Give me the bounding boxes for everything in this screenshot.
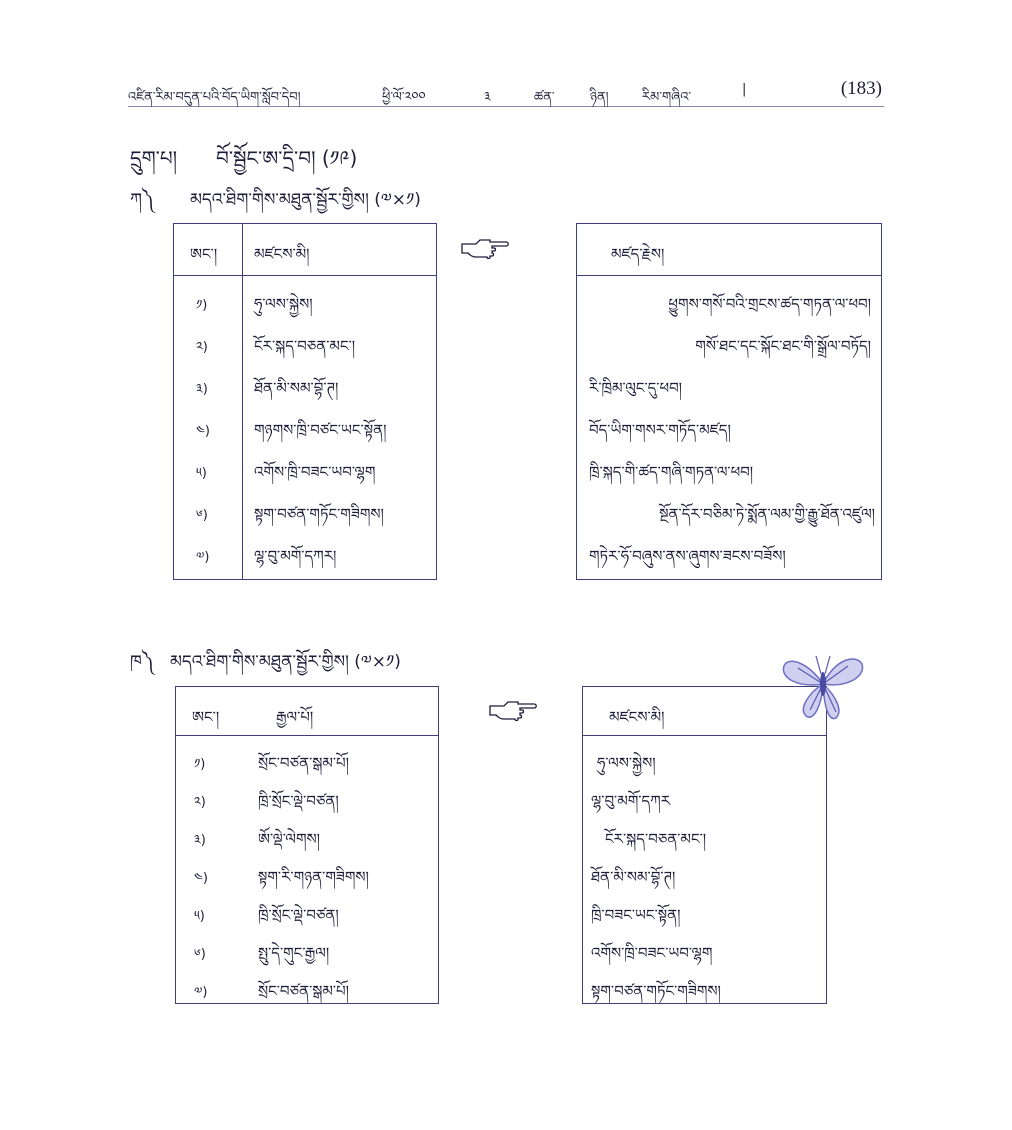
book-title: འཛིན་རིམ་བདུན་པའི་བོད་ཡིག་སློབ་དེབ། [128, 90, 301, 105]
section-title: བོ་སྦྱོང་ཨ་དྲི་བ། (༡༩) [216, 146, 358, 170]
row-king: ཁྲི་སྲོང་ལྡེ་བཙན། [258, 792, 339, 810]
butterfly-decoration [778, 644, 868, 724]
exercise-b-left-table [175, 686, 439, 1004]
row-scholar: ངོར་སྐད་བཅན་མང་། [254, 337, 356, 355]
column-header-scholar: མཛངས་མི། [609, 708, 665, 726]
exercise-a-label: ཀ༽ [130, 190, 155, 210]
row-scholar: གཉགས་ཁྲི་བཙང་ཡང་སྟོན། [254, 421, 387, 439]
row-scholar: ཧུ་ལས་སྐྱེས། [597, 754, 656, 772]
row-deed: ཕྱུགས་གསོ་བའི་གྲངས་ཚད་གཏན་ལ་ཕབ། [668, 295, 871, 313]
row-king: ཨོ་ལྡེ་ལེགས། [258, 830, 321, 848]
row-scholar: འགོས་ཁྲི་བཟང་ཡབ་ལྷག [254, 463, 376, 481]
column-header-scholar: མཛངས་མི། [254, 245, 310, 263]
row-deed: ཁྲི་སྐད་གི་ཚད་གཞི་གཏན་ལ་ཕབ། [589, 463, 754, 481]
row-scholar: ཐོན་མི་སམ་བྷོ་ཊ། [591, 868, 676, 886]
row-scholar: ཐོན་མི་སམ་བྷོ་ཊ། [254, 379, 339, 397]
row-number: ༧) [194, 985, 208, 1000]
row-number: ༡) [196, 298, 208, 313]
row-number: ༡) [194, 757, 206, 772]
row-scholar: ཁྲི་བཟང་ཡང་སྟོན། [591, 906, 681, 924]
page-number: (183) [840, 78, 882, 99]
row-number: ༥) [194, 909, 205, 924]
header-volume: ༣ [484, 90, 491, 105]
column-header-number: ཨང་། [192, 708, 220, 726]
exercise-b-instruction: མདའ་ཐིག་གིས་མཐུན་སྦྱོར་གྱིས། (༧×༡) [170, 652, 401, 672]
header-day: ཉིན། [590, 90, 609, 105]
column-header-deeds: མཛད་རྗེས། [611, 245, 665, 263]
row-number: ༢) [194, 795, 206, 810]
row-king: སྤུ་དེ་གུང་རྒྱལ། [258, 944, 330, 962]
row-number: ༦) [196, 508, 208, 523]
column-header-number: ཨང་། [190, 245, 218, 263]
row-king: སྲོང་བཙན་སྒམ་པོ། [258, 754, 349, 772]
row-deed: རི་ཁྲིམ་ལུང་དུ་ཕབ། [589, 379, 683, 397]
row-number: ༧) [196, 550, 210, 565]
pointing-hand-icon [460, 236, 510, 260]
exercise-a-instruction: མདའ་ཐིག་གིས་མཐུན་སྦྱོར་གྱིས། (༧×༡) [190, 190, 421, 210]
row-number: ༣) [196, 382, 208, 397]
row-scholar: ཧུ་ལས་སྐྱེས། [254, 295, 313, 313]
row-scholar: ལྷ་བུ་མགོ་དཀར [591, 792, 671, 810]
header-year: ཕྱི་ལོ་༢༠༠ [382, 90, 426, 105]
row-king: སྟག་རི་གཉན་གཟིགས། [258, 868, 369, 886]
row-deed: སྔོན་དོར་བཅིམ་ཏེ་སྨོན་ལམ་གྱི་རྒྱུ་ཐོན་འཛུལ། [659, 505, 875, 523]
row-scholar: སྟག་བཙན་གཏོང་གཟིགས། [254, 505, 384, 523]
running-header [128, 80, 884, 107]
column-header-king: རྒྱལ་པོ། [276, 708, 314, 726]
row-number: ༦) [194, 947, 206, 962]
row-number: ༣) [194, 833, 206, 848]
header-separator: | [742, 82, 747, 97]
row-deed: གཏེར་ཧོ་བཞུས་ནས་ཞུགས་ཟངས་བཟོས། [589, 547, 786, 565]
row-king: ཁྲི་སྲོང་ལྡེ་བཙན། [258, 906, 339, 924]
row-number: ༤) [196, 424, 210, 439]
exercise-a-right-table [576, 223, 882, 580]
header-name-label: རིམ་གཞིའ་ [642, 90, 692, 105]
row-deed: གསོ་ཐང་དང་སྐོང་ཐང་གི་སྒྲོལ་བཏོད། [695, 337, 871, 355]
header-part: ཚན་ [534, 90, 555, 105]
row-number: ༢) [196, 340, 208, 355]
section-label: དྲུག་པ། [130, 146, 178, 170]
row-scholar: སྟག་བཙན་གཏོང་གཟིགས། [591, 982, 721, 1000]
row-deed: བོད་ཡིག་གསར་གཏོད་མཛད། [589, 421, 731, 439]
column-divider [242, 224, 243, 579]
row-king: སྲོང་བཙན་སྒམ་པོ། [258, 982, 349, 1000]
row-scholar: ལྷ་བུ་མགོ་དཀར། [254, 547, 337, 565]
row-scholar: འགོས་ཁྲི་བཟང་ཡབ་ལྷག [591, 944, 713, 962]
row-scholar: ངོར་སྐད་བཅན་མང་། [605, 830, 707, 848]
row-number: ༥) [196, 466, 207, 481]
exercise-b-right-table [582, 686, 827, 1004]
row-number: ༤) [194, 871, 208, 886]
pointing-hand-icon [488, 698, 538, 722]
exercise-a-left-table [173, 223, 437, 580]
exercise-b-label: ཁ༽ [130, 652, 155, 672]
